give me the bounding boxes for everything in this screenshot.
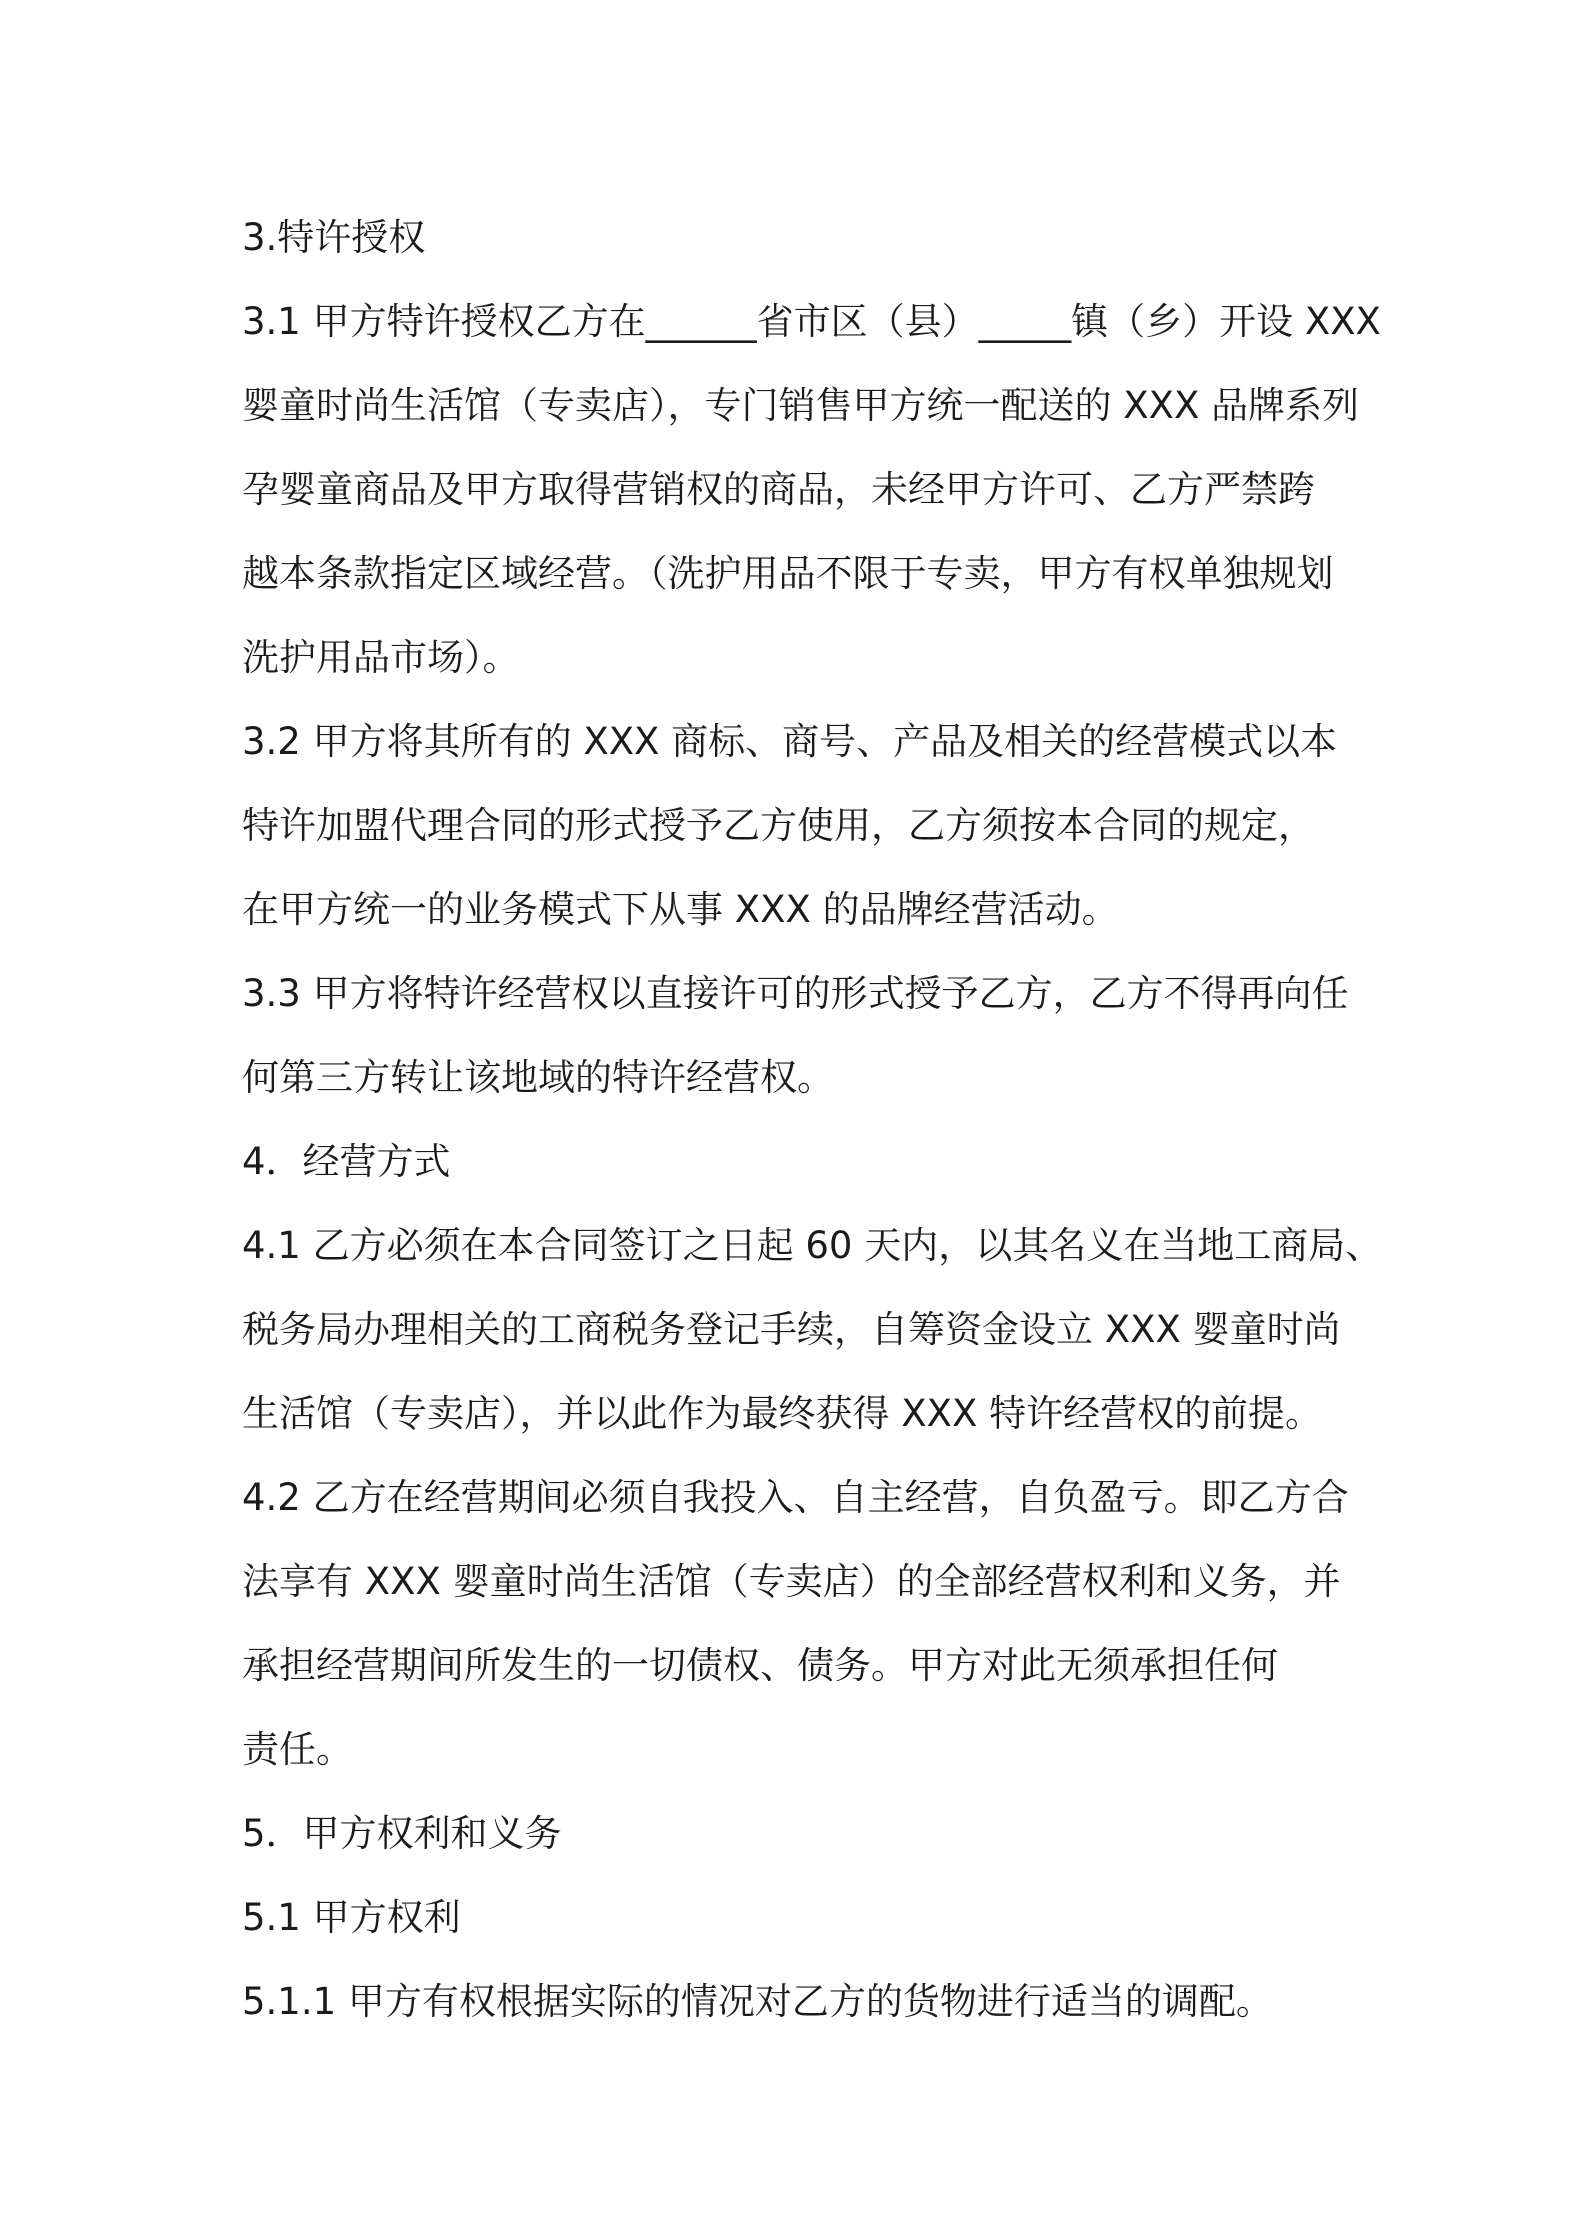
clause-line: 5.1.1 甲方有权根据实际的情况对乙方的货物进行适当的调配。 — [242, 1980, 1273, 2023]
subsection-5-1-heading — [242, 1876, 1352, 1960]
section-4-heading — [242, 1120, 1352, 1204]
clause-line: 洗护用品市场）。 — [242, 636, 520, 679]
clause-5-1-1 — [242, 1960, 1352, 2044]
heading-text: 4．经营方式 — [242, 1140, 451, 1183]
clause-line: 法享有 XXX 婴童时尚生活馆（专卖店）的全部经营权利和义务，并 — [242, 1560, 1341, 1603]
clause-4-2 — [242, 1456, 1352, 1792]
clause-line: 责任。 — [242, 1728, 353, 1771]
clause-3-3 — [242, 952, 1352, 1120]
clause-line: 承担经营期间所发生的一切债权、债务。甲方对此无须承担任何 — [242, 1644, 1278, 1687]
clause-line: 婴童时尚生活馆（专卖店），专门销售甲方统一配送的 XXX 品牌系列 — [242, 384, 1360, 427]
clause-3-2 — [242, 700, 1352, 952]
clause-4-1 — [242, 1204, 1383, 1456]
heading-text: 5．甲方权利和义务 — [242, 1812, 562, 1855]
document-body — [242, 196, 1383, 2044]
heading-text: 3.特许授权 — [242, 216, 426, 259]
clause-line: 生活馆（专卖店），并以此作为最终获得 XXX 特许经营权的前提。 — [242, 1392, 1323, 1435]
clause-line: 3.2 甲方将其所有的 XXX 商标、商号、产品及相关的经营模式以本 — [242, 720, 1338, 763]
heading-text: 5.1 甲方权利 — [242, 1896, 461, 1939]
clause-line: 在甲方统一的业务模式下从事 XXX 的品牌经营活动。 — [242, 888, 1119, 931]
clause-line: 税务局办理相关的工商税务登记手续，自筹资金设立 XXX 婴童时尚 — [242, 1308, 1341, 1351]
section-5-heading — [242, 1792, 1352, 1876]
clause-line: 4.2 乙方在经营期间必须自我投入、自主经营，自负盈亏。即乙方合 — [242, 1476, 1349, 1519]
clause-line: 特许加盟代理合同的形式授予乙方使用，乙方须按本合同的规定， — [242, 804, 1315, 847]
section-3-heading — [242, 196, 1352, 280]
clause-line: 3.1 甲方特许授权乙方在______省市区（县）_____镇（乡）开设 XXX — [242, 300, 1381, 343]
clause-line: 4.1 乙方必须在本合同签订之日起 60 天内，以其名义在当地工商局、 — [242, 1224, 1383, 1267]
clause-line: 3.3 甲方将特许经营权以直接许可的形式授予乙方，乙方不得再向任 — [242, 972, 1349, 1015]
clause-line: 何第三方转让该地域的特许经营权。 — [242, 1056, 834, 1099]
clause-line: 越本条款指定区域经营。（洗护用品不限于专卖，甲方有权单独规划 — [242, 552, 1334, 595]
clause-line: 孕婴童商品及甲方取得营销权的商品，未经甲方许可、乙方严禁跨 — [242, 468, 1315, 511]
clause-3-1 — [242, 280, 1381, 700]
